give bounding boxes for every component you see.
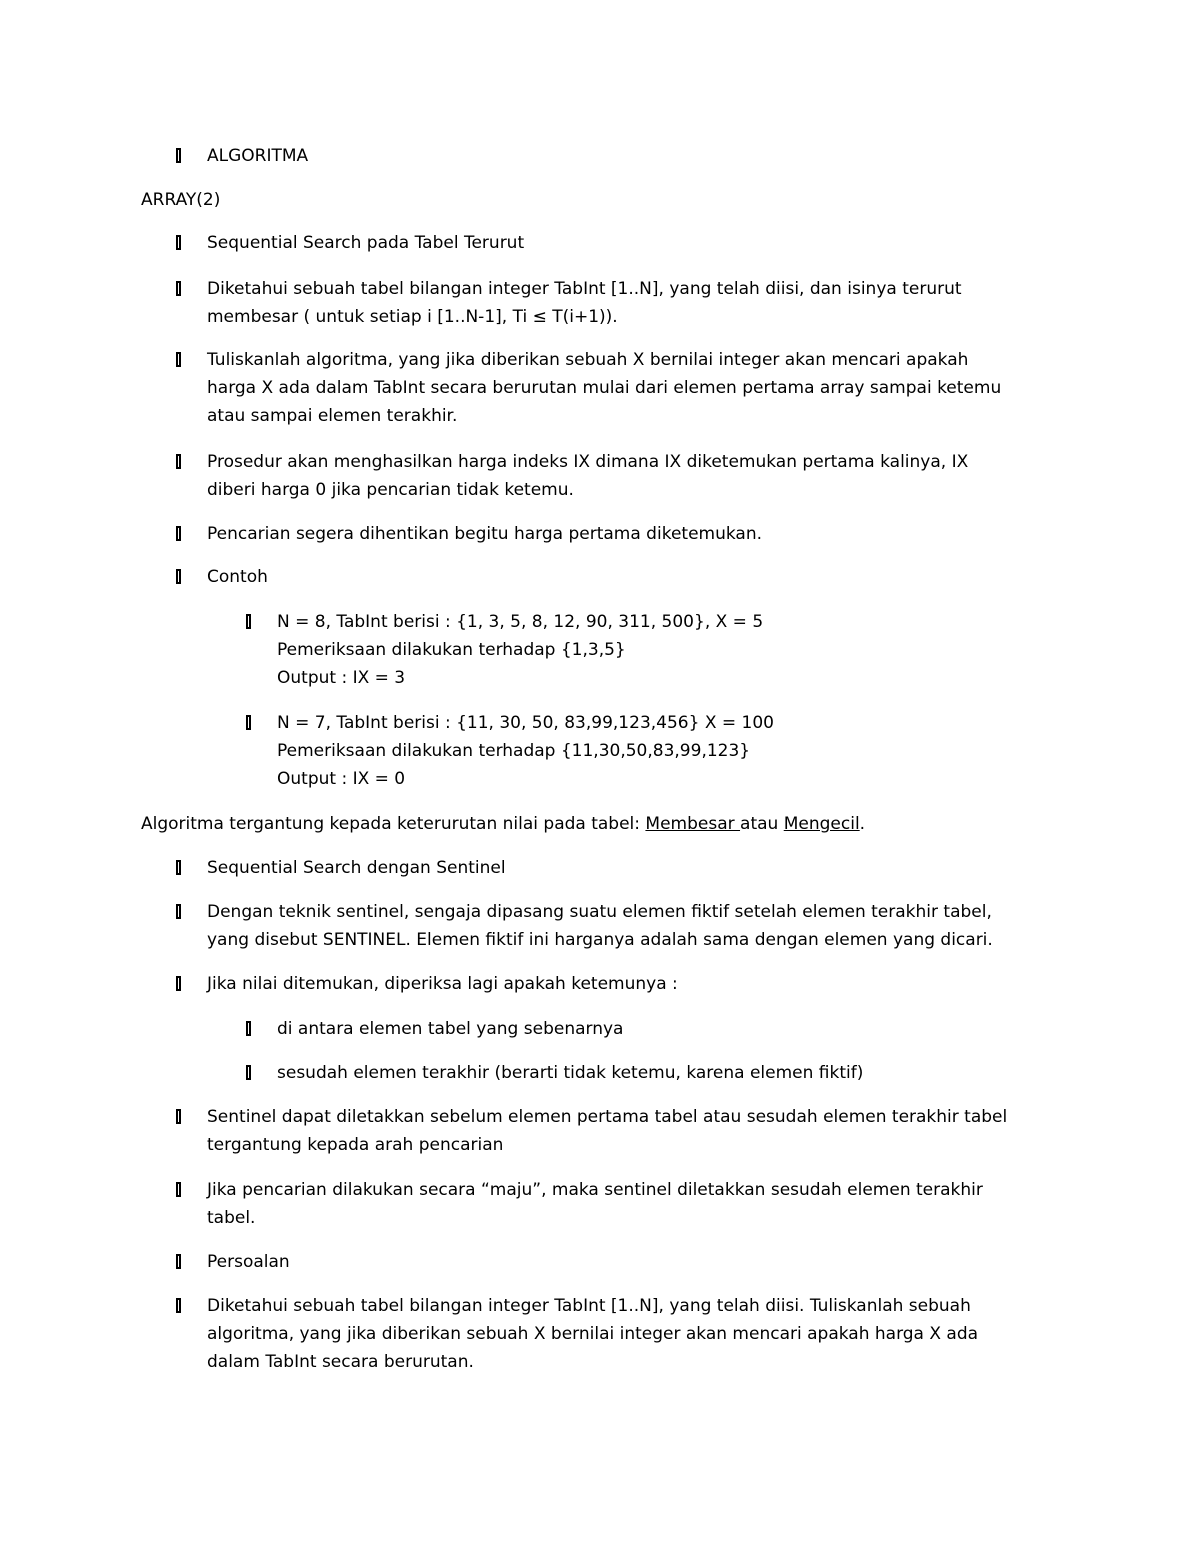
bullet-item-s2-p1 (176, 898, 1056, 954)
bullet-icon (246, 1065, 251, 1080)
text-line: Tuliskanlah algoritma, yang jika diberikan sebuah X bernilai integer akan mencari apakah (207, 350, 969, 370)
item-text (207, 448, 1056, 504)
sub-bullet-sentinel-1 (246, 1015, 1056, 1043)
text-line: atau sampai elemen terakhir. (207, 406, 458, 426)
bullet-item-s2-p4 (176, 1176, 1056, 1232)
item-text (207, 346, 1056, 430)
text-line: N = 7, TabInt berisi : {11, 30, 50, 83,99,123,456} X = 100 (277, 713, 774, 733)
bullet-icon (176, 976, 181, 991)
underlined-mengecil: Mengecil (783, 814, 860, 834)
dependency-middle: atau (740, 814, 784, 834)
bullet-item-persoalan (176, 1248, 1056, 1276)
bullet-icon (176, 1298, 181, 1313)
bullet-item-s2-p2 (176, 970, 1056, 998)
bullet-icon (176, 1254, 181, 1269)
bullet-icon (176, 454, 181, 469)
text-line: membesar ( untuk setiap i [1..N-1], Ti ≤ T(i+1)). (207, 307, 618, 327)
bullet-icon (176, 148, 181, 163)
text-line: algoritma, yang jika diberikan sebuah X bernilai integer akan mencari apakah harga X ada (207, 1324, 979, 1344)
item-text (207, 1292, 1056, 1376)
bullet-icon (176, 352, 181, 367)
bullet-icon (246, 614, 251, 629)
item-text (277, 608, 1056, 692)
bullet-icon (176, 860, 181, 875)
item-text: Sequential Search dengan Sentinel (207, 858, 506, 878)
text-line: Dengan teknik sentinel, sengaja dipasang suatu elemen fiktif setelah elemen terakhir tabel, (207, 902, 992, 922)
text-line: Output : IX = 3 (277, 668, 406, 688)
dependency-suffix: . (859, 814, 866, 834)
item-text: Jika nilai ditemukan, diperiksa lagi apakah ketemunya : (207, 974, 678, 994)
text-line: harga X ada dalam TabInt secara berurutan mulai dari elemen pertama array sampai ketemu (207, 378, 1002, 398)
bullet-icon (246, 715, 251, 730)
text-line: tergantung kepada arah pencarian (207, 1135, 504, 1155)
text-line: yang disebut SENTINEL. Elemen fiktif ini harganya adalah sama dengan elemen yang dicari. (207, 930, 993, 950)
bullet-item-algoritma (176, 142, 1056, 170)
bullet-item-s2-p5 (176, 1292, 1056, 1376)
text-line: Pemeriksaan dilakukan terhadap {1,3,5} (277, 640, 626, 660)
item-text: Sequential Search pada Tabel Terurut (207, 233, 525, 253)
text-line: Prosedur akan menghasilkan harga indeks IX dimana IX diketemukan pertama kalinya, IX (207, 452, 969, 472)
text-line: Diketahui sebuah tabel bilangan integer TabInt [1..N], yang telah diisi, dan isinya terurut (207, 279, 962, 299)
text-line: Output : IX = 0 (277, 769, 406, 789)
dependency-prefix: Algoritma tergantung kepada keterurutan nilai pada tabel: (141, 814, 646, 834)
item-text (207, 1103, 1056, 1159)
item-text: Pencarian segera dihentikan begitu harga pertama diketemukan. (207, 524, 762, 544)
underlined-membesar: Membesar (645, 814, 741, 834)
bullet-item-section2-title (176, 854, 1056, 882)
item-text (207, 275, 1056, 331)
dependency-line (141, 810, 1056, 838)
bullet-icon (176, 1182, 181, 1197)
item-text (207, 1176, 1056, 1232)
item-text: sesudah elemen terakhir (berarti tidak ketemu, karena elemen fiktif) (277, 1063, 864, 1083)
item-text: ALGORITMA (207, 146, 309, 166)
bullet-icon (176, 1109, 181, 1124)
text-line: Jika pencarian dilakukan secara “maju”, maka sentinel diletakkan sesudah elemen terakhir (207, 1180, 983, 1200)
bullet-item-s1-p1 (176, 275, 1056, 331)
item-text: Contoh (207, 567, 268, 587)
text-line: dalam TabInt secara berurutan. (207, 1352, 474, 1372)
bullet-icon (176, 235, 181, 250)
text-line: tabel. (207, 1208, 256, 1228)
bullet-item-contoh (176, 563, 1056, 591)
bullet-icon (176, 904, 181, 919)
bullet-icon (176, 569, 181, 584)
text-line: Sentinel dapat diletakkan sebelum elemen pertama tabel atau sesudah elemen terakhir tabel (207, 1107, 1008, 1127)
text-line: N = 8, TabInt berisi : {1, 3, 5, 8, 12, 90, 311, 500}, X = 5 (277, 612, 764, 632)
bullet-item-s1-p2 (176, 346, 1056, 430)
bullet-item-section1-title (176, 229, 1056, 257)
bullet-item-s2-p3 (176, 1103, 1056, 1159)
sub-bullet-example-1 (246, 608, 1056, 692)
text-line: Diketahui sebuah tabel bilangan integer TabInt [1..N], yang telah diisi. Tuliskanlah sebuah (207, 1296, 971, 1316)
bullet-item-s1-p4 (176, 520, 1056, 548)
item-text (207, 898, 1056, 954)
text-line: diberi harga 0 jika pencarian tidak ketemu. (207, 480, 574, 500)
text-line: Pemeriksaan dilakukan terhadap {11,30,50,83,99,123} (277, 741, 751, 761)
item-text (277, 709, 1056, 793)
sub-bullet-example-2 (246, 709, 1056, 793)
item-text: di antara elemen tabel yang sebenarnya (277, 1019, 624, 1039)
bullet-icon (176, 526, 181, 541)
heading-array: ARRAY(2) (141, 190, 221, 210)
sub-bullet-sentinel-2 (246, 1059, 1056, 1087)
bullet-icon (176, 281, 181, 296)
bullet-icon (246, 1021, 251, 1036)
bullet-item-s1-p3 (176, 448, 1056, 504)
item-text: Persoalan (207, 1252, 290, 1272)
